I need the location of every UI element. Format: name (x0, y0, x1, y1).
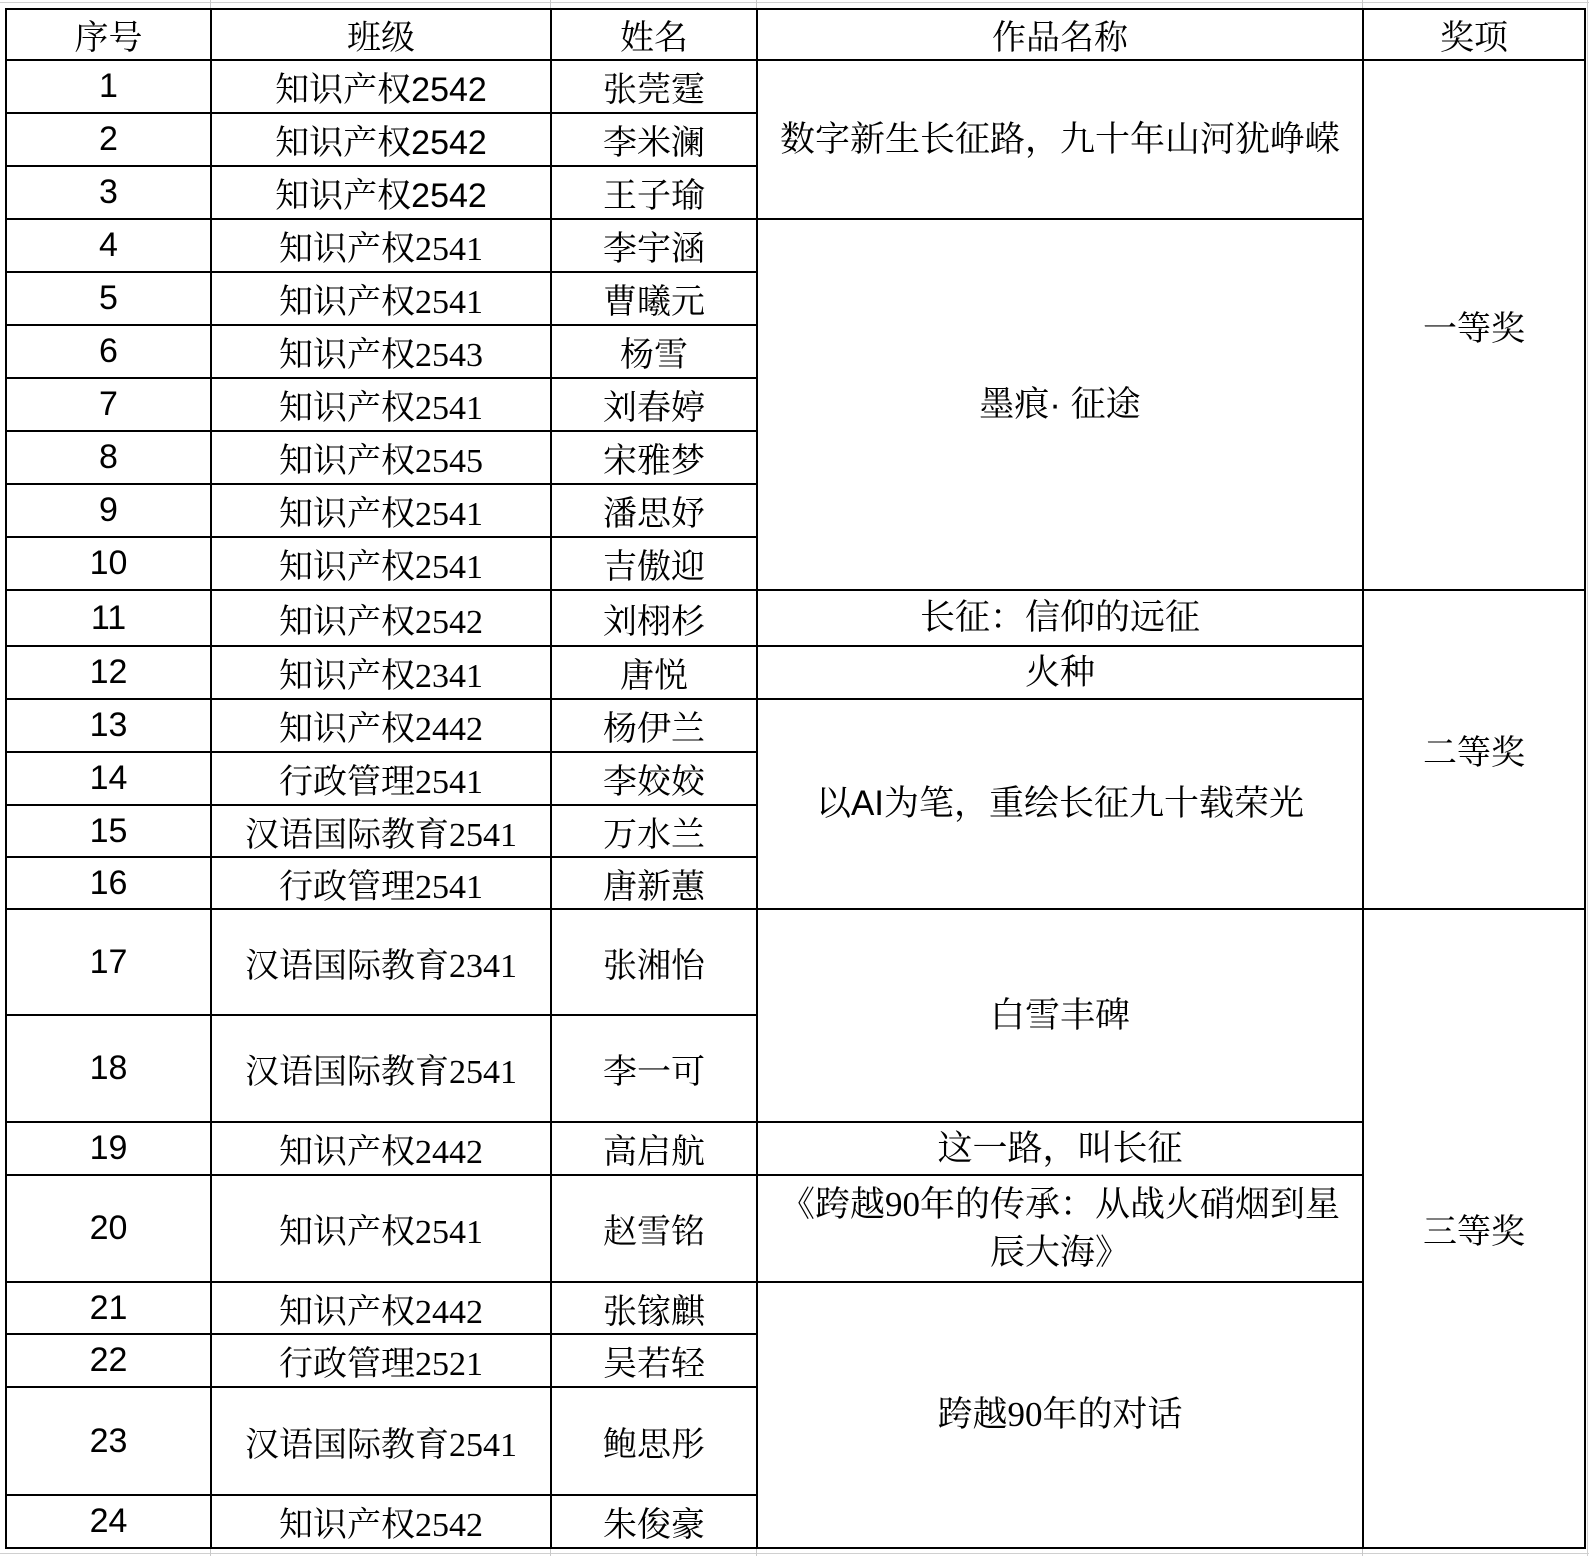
spreadsheet-gridline-tick (1362, 1548, 1363, 1556)
cell-name: 鲍思彤 (551, 1387, 757, 1495)
cell-work-merged: 以AI为笔，重绘长征九十载荣光 (757, 699, 1363, 909)
cell-class: 汉语国际教育2341 (211, 909, 551, 1015)
cell-work: 长征：信仰的远征 (757, 590, 1363, 646)
header-no: 序号 (6, 9, 211, 60)
cell-name: 张镓麒 (551, 1282, 757, 1334)
table-row (6, 1175, 1585, 1282)
spreadsheet-gridline-tick (210, 0, 211, 8)
cell-class: 知识产权2542 (211, 60, 551, 113)
cell-award-merged: 二等奖 (1363, 590, 1585, 909)
cell-name: 杨伊兰 (551, 699, 757, 752)
cell-no: 4 (6, 219, 211, 272)
table-row (6, 699, 1585, 752)
cell-class: 知识产权2541 (211, 272, 551, 325)
cell-award-merged: 一等奖 (1363, 60, 1585, 590)
cell-no: 7 (6, 378, 211, 431)
cell-name: 刘栩杉 (551, 590, 757, 646)
cell-class: 知识产权2442 (211, 699, 551, 752)
table-row (6, 646, 1585, 699)
cell-name: 吴若轻 (551, 1334, 757, 1387)
table-row (6, 590, 1585, 646)
cell-name: 万水兰 (551, 805, 757, 857)
cell-no: 12 (6, 646, 211, 699)
cell-no: 6 (6, 325, 211, 378)
cell-name: 李宇涵 (551, 219, 757, 272)
cell-no: 14 (6, 752, 211, 805)
cell-no: 15 (6, 805, 211, 857)
spreadsheet-gridline-tick (550, 1548, 551, 1556)
cell-name: 朱俊豪 (551, 1495, 757, 1548)
cell-name: 赵雪铭 (551, 1175, 757, 1282)
cell-class: 行政管理2541 (211, 752, 551, 805)
cell-class: 汉语国际教育2541 (211, 805, 551, 857)
cell-name: 杨雪 (551, 325, 757, 378)
cell-name: 刘春婷 (551, 378, 757, 431)
cell-class: 知识产权2541 (211, 484, 551, 537)
cell-name: 潘思妤 (551, 484, 757, 537)
cell-no: 17 (6, 909, 211, 1015)
cell-name: 张湘怡 (551, 909, 757, 1015)
header-work: 作品名称 (757, 9, 1363, 60)
spreadsheet-gridline-tick (756, 1548, 757, 1556)
spreadsheet-gridline-top (0, 2, 1589, 3)
cell-class: 知识产权2542 (211, 113, 551, 166)
table-row (6, 909, 1585, 1015)
cell-no: 3 (6, 166, 211, 219)
cell-no: 21 (6, 1282, 211, 1334)
spreadsheet-gridline-tick (210, 1548, 211, 1556)
cell-no: 8 (6, 431, 211, 484)
cell-class: 知识产权2543 (211, 325, 551, 378)
spreadsheet-gridline-right (1587, 0, 1588, 1556)
cell-class: 汉语国际教育2541 (211, 1387, 551, 1495)
cell-no: 16 (6, 857, 211, 909)
cell-no: 18 (6, 1015, 211, 1122)
awards-table (5, 8, 1586, 1549)
cell-no: 9 (6, 484, 211, 537)
cell-name: 唐新蕙 (551, 857, 757, 909)
cell-name: 李米澜 (551, 113, 757, 166)
cell-class: 知识产权2541 (211, 537, 551, 590)
table-row (6, 60, 1585, 113)
cell-name: 李一可 (551, 1015, 757, 1122)
spreadsheet-gridline-bottom (0, 1553, 1589, 1554)
cell-work: 这一路，叫长征 (757, 1122, 1363, 1175)
cell-class: 知识产权2542 (211, 166, 551, 219)
spreadsheet-gridline-tick (1362, 0, 1363, 8)
cell-class: 汉语国际教育2541 (211, 1015, 551, 1122)
cell-name: 吉傲迎 (551, 537, 757, 590)
cell-name: 曹曦元 (551, 272, 757, 325)
cell-class: 知识产权2542 (211, 590, 551, 646)
cell-no: 20 (6, 1175, 211, 1282)
cell-no: 2 (6, 113, 211, 166)
table-row (6, 219, 1585, 272)
cell-class: 知识产权2541 (211, 219, 551, 272)
cell-no: 19 (6, 1122, 211, 1175)
cell-no: 5 (6, 272, 211, 325)
cell-class: 行政管理2541 (211, 857, 551, 909)
cell-no: 22 (6, 1334, 211, 1387)
cell-name: 李姣姣 (551, 752, 757, 805)
cell-work-merged: 跨越90年的对话 (757, 1282, 1363, 1548)
table-header-row (6, 9, 1585, 60)
cell-award-merged: 三等奖 (1363, 909, 1585, 1548)
cell-work-merged: 墨痕· 征途 (757, 219, 1363, 590)
cell-no: 1 (6, 60, 211, 113)
cell-work: 《跨越90年的传承：从战火硝烟到星辰大海》 (757, 1175, 1363, 1282)
table-row (6, 1122, 1585, 1175)
cell-name: 王子瑜 (551, 166, 757, 219)
header-class: 班级 (211, 9, 551, 60)
header-name: 姓名 (551, 9, 757, 60)
header-award: 奖项 (1363, 9, 1585, 60)
cell-name: 宋雅梦 (551, 431, 757, 484)
cell-class: 行政管理2521 (211, 1334, 551, 1387)
cell-no: 11 (6, 590, 211, 646)
cell-class: 知识产权2541 (211, 1175, 551, 1282)
cell-name: 张莞霆 (551, 60, 757, 113)
cell-no: 23 (6, 1387, 211, 1495)
cell-name: 高启航 (551, 1122, 757, 1175)
spreadsheet-gridline-tick (550, 0, 551, 8)
cell-class: 知识产权2542 (211, 1495, 551, 1548)
table-row (6, 1282, 1585, 1334)
cell-class: 知识产权2442 (211, 1282, 551, 1334)
spreadsheet-gridline-tick (756, 0, 757, 8)
cell-work: 火种 (757, 646, 1363, 699)
cell-no: 13 (6, 699, 211, 752)
cell-class: 知识产权2541 (211, 378, 551, 431)
cell-work-merged: 白雪丰碑 (757, 909, 1363, 1122)
cell-class: 知识产权2545 (211, 431, 551, 484)
cell-work-merged: 数字新生长征路，九十年山河犹峥嵘 (757, 60, 1363, 219)
cell-class: 知识产权2341 (211, 646, 551, 699)
cell-class: 知识产权2442 (211, 1122, 551, 1175)
cell-no: 24 (6, 1495, 211, 1548)
cell-name: 唐悦 (551, 646, 757, 699)
cell-no: 10 (6, 537, 211, 590)
